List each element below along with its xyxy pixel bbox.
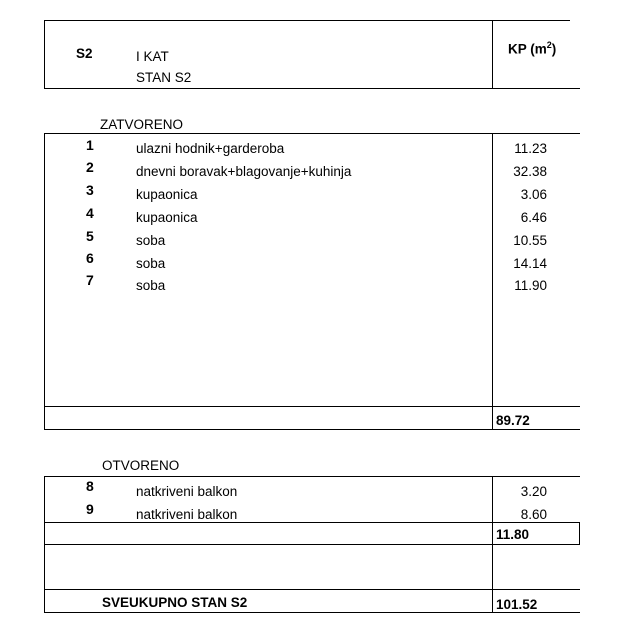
open-subtotal-line xyxy=(44,544,580,545)
open-section-title: OTVORENO xyxy=(102,458,180,473)
room-area: 3.06 xyxy=(520,187,547,202)
room-name: natkriveni balkon xyxy=(136,484,238,499)
closed-total: 89.72 xyxy=(496,413,530,428)
closed-section-title: ZATVORENO xyxy=(100,117,184,132)
closed-top-line xyxy=(44,133,580,134)
row-number: 9 xyxy=(86,501,94,517)
grand-top-line xyxy=(44,589,580,590)
row-number: 2 xyxy=(86,159,94,175)
header-bottom-line xyxy=(44,88,580,89)
room-area: 11.90 xyxy=(514,278,547,293)
area-column-sup: 2 xyxy=(546,40,552,50)
floor-label: I KAT xyxy=(136,49,169,64)
room-area: 11.23 xyxy=(514,141,547,156)
room-area: 8.60 xyxy=(520,507,547,522)
row-number: 8 xyxy=(86,478,94,494)
room-name: ulazni hodnik+garderoba xyxy=(136,141,285,156)
area-column-label: KP (m xyxy=(508,41,547,57)
row-number: 7 xyxy=(86,272,94,288)
room-area: 14.14 xyxy=(513,256,547,271)
open-subtotal-right-line xyxy=(579,522,580,544)
room-name: natkriveni balkon xyxy=(136,507,238,522)
open-total: 11.80 xyxy=(496,527,530,542)
unit-label: STAN S2 xyxy=(136,70,192,85)
header-left-line xyxy=(44,20,45,88)
room-area: 6.46 xyxy=(520,210,547,225)
row-number: 5 xyxy=(86,228,94,244)
unit-code: S2 xyxy=(76,46,93,61)
room-name: kupaonica xyxy=(136,210,198,225)
room-area: 32.38 xyxy=(513,164,547,179)
row-number: 4 xyxy=(86,205,94,221)
grand-total-label: SVEUKUPNO STAN S2 xyxy=(102,595,248,610)
area-column-close: ) xyxy=(551,41,557,57)
room-area: 3.20 xyxy=(520,484,547,499)
room-name: soba xyxy=(136,278,166,293)
header-divider-line xyxy=(492,20,493,88)
room-name: dnevni boravak+blagovanje+kuhinja xyxy=(136,164,352,179)
grand-total-value: 101.52 xyxy=(496,597,538,612)
room-area: 10.55 xyxy=(513,233,547,248)
closed-subtotal-line xyxy=(44,406,580,407)
room-name: soba xyxy=(136,233,166,248)
room-name: kupaonica xyxy=(136,187,198,202)
row-number: 1 xyxy=(86,137,94,153)
area-column-header xyxy=(508,37,556,58)
closed-left-line xyxy=(44,133,45,429)
row-number: 3 xyxy=(86,182,94,198)
closed-bottom-line xyxy=(44,429,580,430)
row-number: 6 xyxy=(86,250,94,266)
open-top-line xyxy=(44,476,580,477)
room-name: soba xyxy=(136,256,166,271)
